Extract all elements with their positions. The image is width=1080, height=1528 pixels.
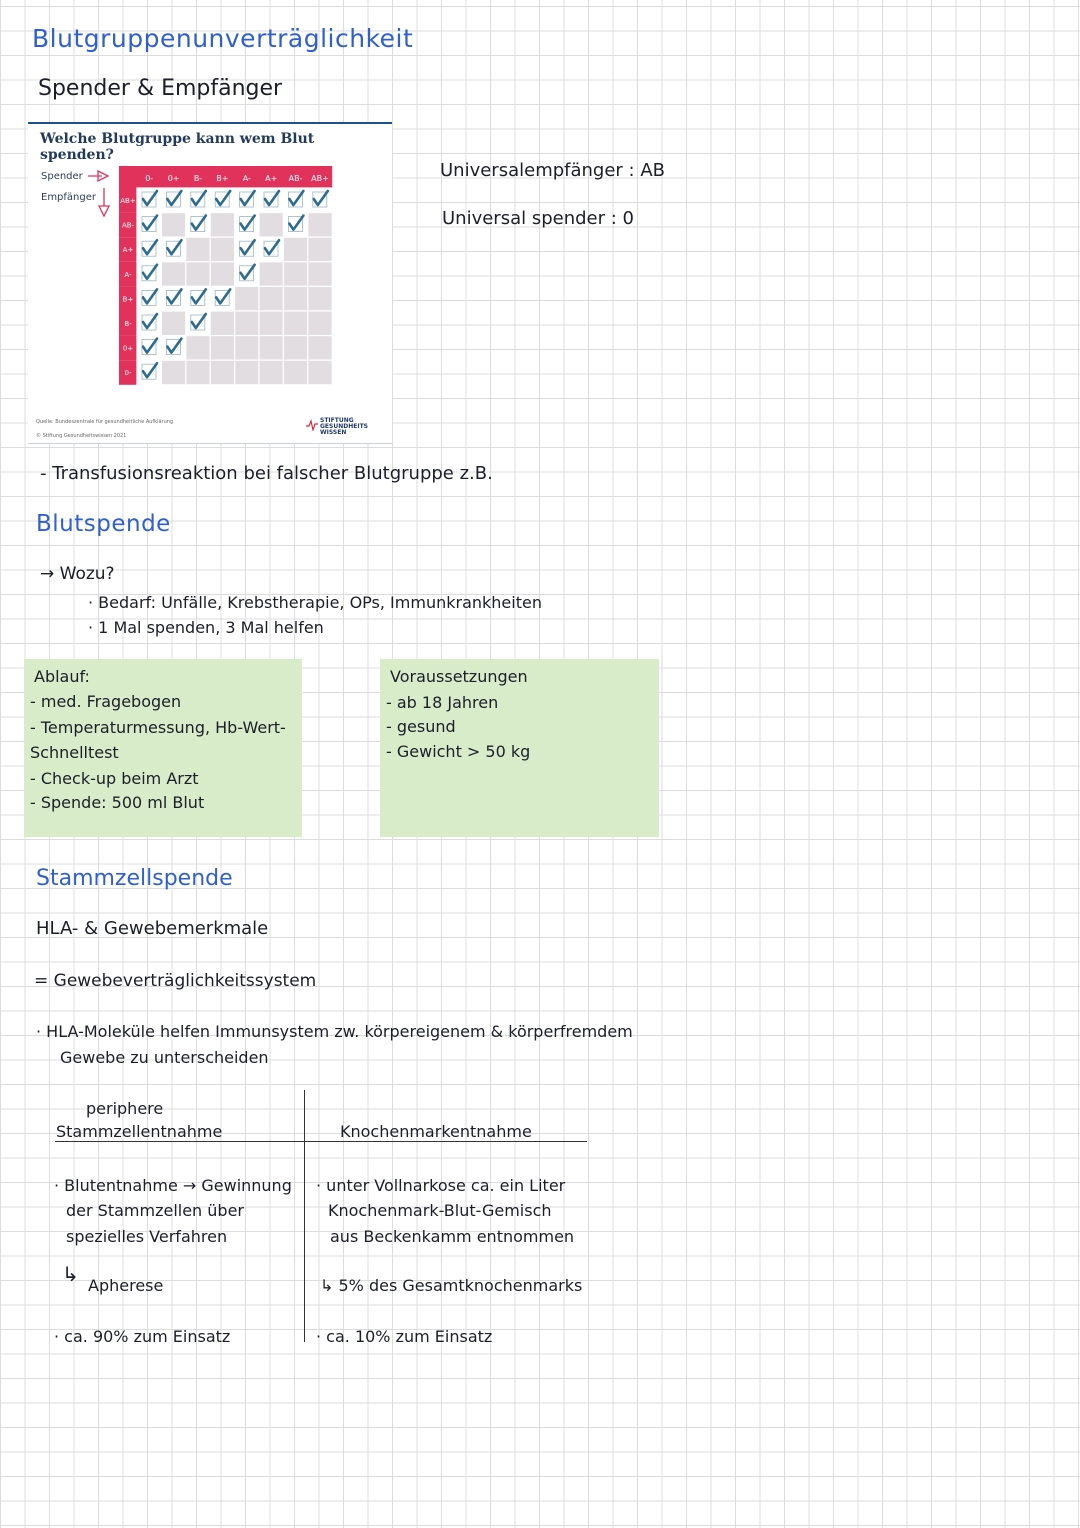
chart-title: Welche Blutgruppe kann wem Blut spenden? [40, 131, 315, 163]
arrow-right-icon [88, 171, 108, 181]
compatibility-grid [28, 122, 392, 444]
arrow-down-icon [99, 188, 109, 216]
grid-cell [186, 336, 210, 361]
gewebesystem: = Gewebeverträglichkeitssystem [34, 971, 317, 991]
grid-cell [259, 360, 283, 385]
grid-cell [308, 262, 332, 287]
grid-cell [283, 336, 307, 361]
left-text: · ca. 90% zum Einsatz [54, 1327, 231, 1346]
grid-cell [186, 262, 210, 287]
ablauf-item: - Temperaturmessung, Hb-Wert- [30, 718, 286, 737]
column-label: AB- [288, 174, 303, 183]
hla-molekuele-cont: Gewebe zu unterscheiden [60, 1048, 269, 1067]
grid-cell [210, 213, 234, 238]
voraussetzung-item: - gesund [386, 717, 456, 736]
grid-cell [308, 213, 332, 238]
voraussetzungen-heading: Voraussetzungen [390, 667, 528, 686]
stiftung-logo [320, 418, 368, 436]
heartbeat-icon [306, 419, 318, 431]
row-label: A- [124, 270, 132, 279]
universal-empfaenger: Universalempfänger : AB [440, 160, 665, 181]
column-label: B+ [216, 174, 229, 183]
turn-arrow-icon: ↳ [62, 1262, 79, 1286]
column-label: A+ [265, 174, 278, 183]
grid-cell [283, 262, 307, 287]
grid-cell [308, 311, 332, 336]
grid-cell [308, 237, 332, 262]
grid-cell [308, 336, 332, 361]
hla-molekuele: · HLA-Moleküle helfen Immunsystem zw. körpereigenem & körperfremdem [36, 1022, 633, 1041]
transfusion-note: - Transfusionsreaktion bei falscher Blutgruppe z.B. [40, 463, 493, 484]
left-text: spezielles Verfahren [66, 1227, 228, 1246]
blood-compatibility-chart [28, 122, 392, 444]
spenden-helfen: · 1 Mal spenden, 3 Mal helfen [88, 618, 324, 637]
grid-cell [210, 262, 234, 287]
stammzellspende-heading: Stammzellspende [36, 866, 233, 891]
grid-cell [210, 237, 234, 262]
page-title: Blutgruppenunverträglichkeit [32, 24, 414, 53]
page-subtitle: Spender & Empfänger [38, 76, 283, 101]
row-label: B- [124, 320, 132, 328]
spender-label: Spender [41, 171, 83, 182]
grid-cell [210, 311, 234, 336]
grid-cell [161, 213, 185, 238]
row-label: A+ [122, 246, 134, 255]
right-text: · unter Vollnarkose ca. ein Liter [316, 1176, 566, 1195]
grid-cell [161, 311, 185, 336]
grid-cell [308, 286, 332, 311]
chart-copyright: © Stiftung Gesundheitswissen 2021 [36, 433, 127, 439]
empfaenger-label: Empfänger [41, 192, 97, 203]
grid-cell [186, 360, 210, 385]
wozu: → Wozu? [40, 564, 115, 584]
row-label: 0+ [122, 344, 134, 353]
arrow-icons [88, 171, 109, 216]
right-text: · ca. 10% zum Einsatz [316, 1327, 493, 1346]
grid-cell [259, 213, 283, 238]
grid-cell [259, 286, 283, 311]
grid-cell [235, 360, 259, 385]
grid-cell [259, 336, 283, 361]
grid-cell [283, 286, 307, 311]
grid-cell [259, 262, 283, 287]
logo-line-3: WISSEN [320, 429, 347, 436]
grid-cell [308, 360, 332, 385]
logo-line-1: STIFTUNG [320, 417, 354, 424]
ablauf-heading: Ablauf: [34, 667, 90, 686]
grid-cell [161, 262, 185, 287]
voraussetzung-item: - Gewicht > 50 kg [386, 742, 531, 761]
blutspende-heading: Blutspende [36, 511, 171, 537]
row-label: B+ [122, 295, 134, 304]
row-label: AB- [121, 221, 135, 230]
ablauf-item: Schnelltest [30, 743, 119, 762]
right-text: Knochenmark-Blut-Gemisch [328, 1201, 552, 1220]
grid-cell [283, 360, 307, 385]
grid-cell [235, 336, 259, 361]
grid-cell [210, 360, 234, 385]
column-label: B- [193, 174, 203, 183]
row-label: 0- [124, 369, 132, 378]
bedarf: · Bedarf: Unfälle, Krebstherapie, OPs, Immunkrankheiten [88, 593, 542, 612]
right-head: Knochenmarkentnahme [340, 1122, 532, 1141]
grid-cell [259, 311, 283, 336]
right-text: ↳ 5% des Gesamtknochenmarks [320, 1276, 583, 1295]
right-text: aus Beckenkamm entnommen [330, 1227, 575, 1246]
table-header-line [55, 1141, 587, 1142]
grid-cell [186, 237, 210, 262]
grid-cell [161, 360, 185, 385]
left-head-2: Stammzellentnahme [56, 1122, 223, 1141]
grid-cell [235, 286, 259, 311]
left-text: · Blutentnahme → Gewinnung [54, 1176, 292, 1195]
ablauf-item: - med. Fragebogen [30, 692, 182, 711]
grid-cell [210, 336, 234, 361]
column-label: A- [242, 174, 251, 183]
row-label: AB+ [120, 197, 136, 205]
chart-source: Quelle: Bundeszentrale für gesundheitliche Aufklärung [36, 419, 174, 425]
grid-cell [283, 237, 307, 262]
universal-spender: Universal spender : 0 [442, 208, 634, 229]
left-text: der Stammzellen über [66, 1201, 244, 1220]
left-head-1: periphere [86, 1099, 164, 1118]
apherese: Apherese [88, 1276, 164, 1295]
ablauf-item: - Spende: 500 ml Blut [30, 793, 205, 812]
grid-cell [235, 311, 259, 336]
grid-cell [283, 311, 307, 336]
logo-line-2: GESUNDHEITS [320, 423, 368, 430]
hla-merkmale: HLA- & Gewebemerkmale [36, 918, 269, 939]
column-label: 0+ [167, 174, 180, 183]
ablauf-item: - Check-up beim Arzt [30, 769, 199, 788]
voraussetzung-item: - ab 18 Jahren [386, 693, 499, 712]
column-label: 0- [145, 174, 154, 183]
table-divider [304, 1090, 305, 1342]
column-label: AB+ [311, 174, 329, 183]
